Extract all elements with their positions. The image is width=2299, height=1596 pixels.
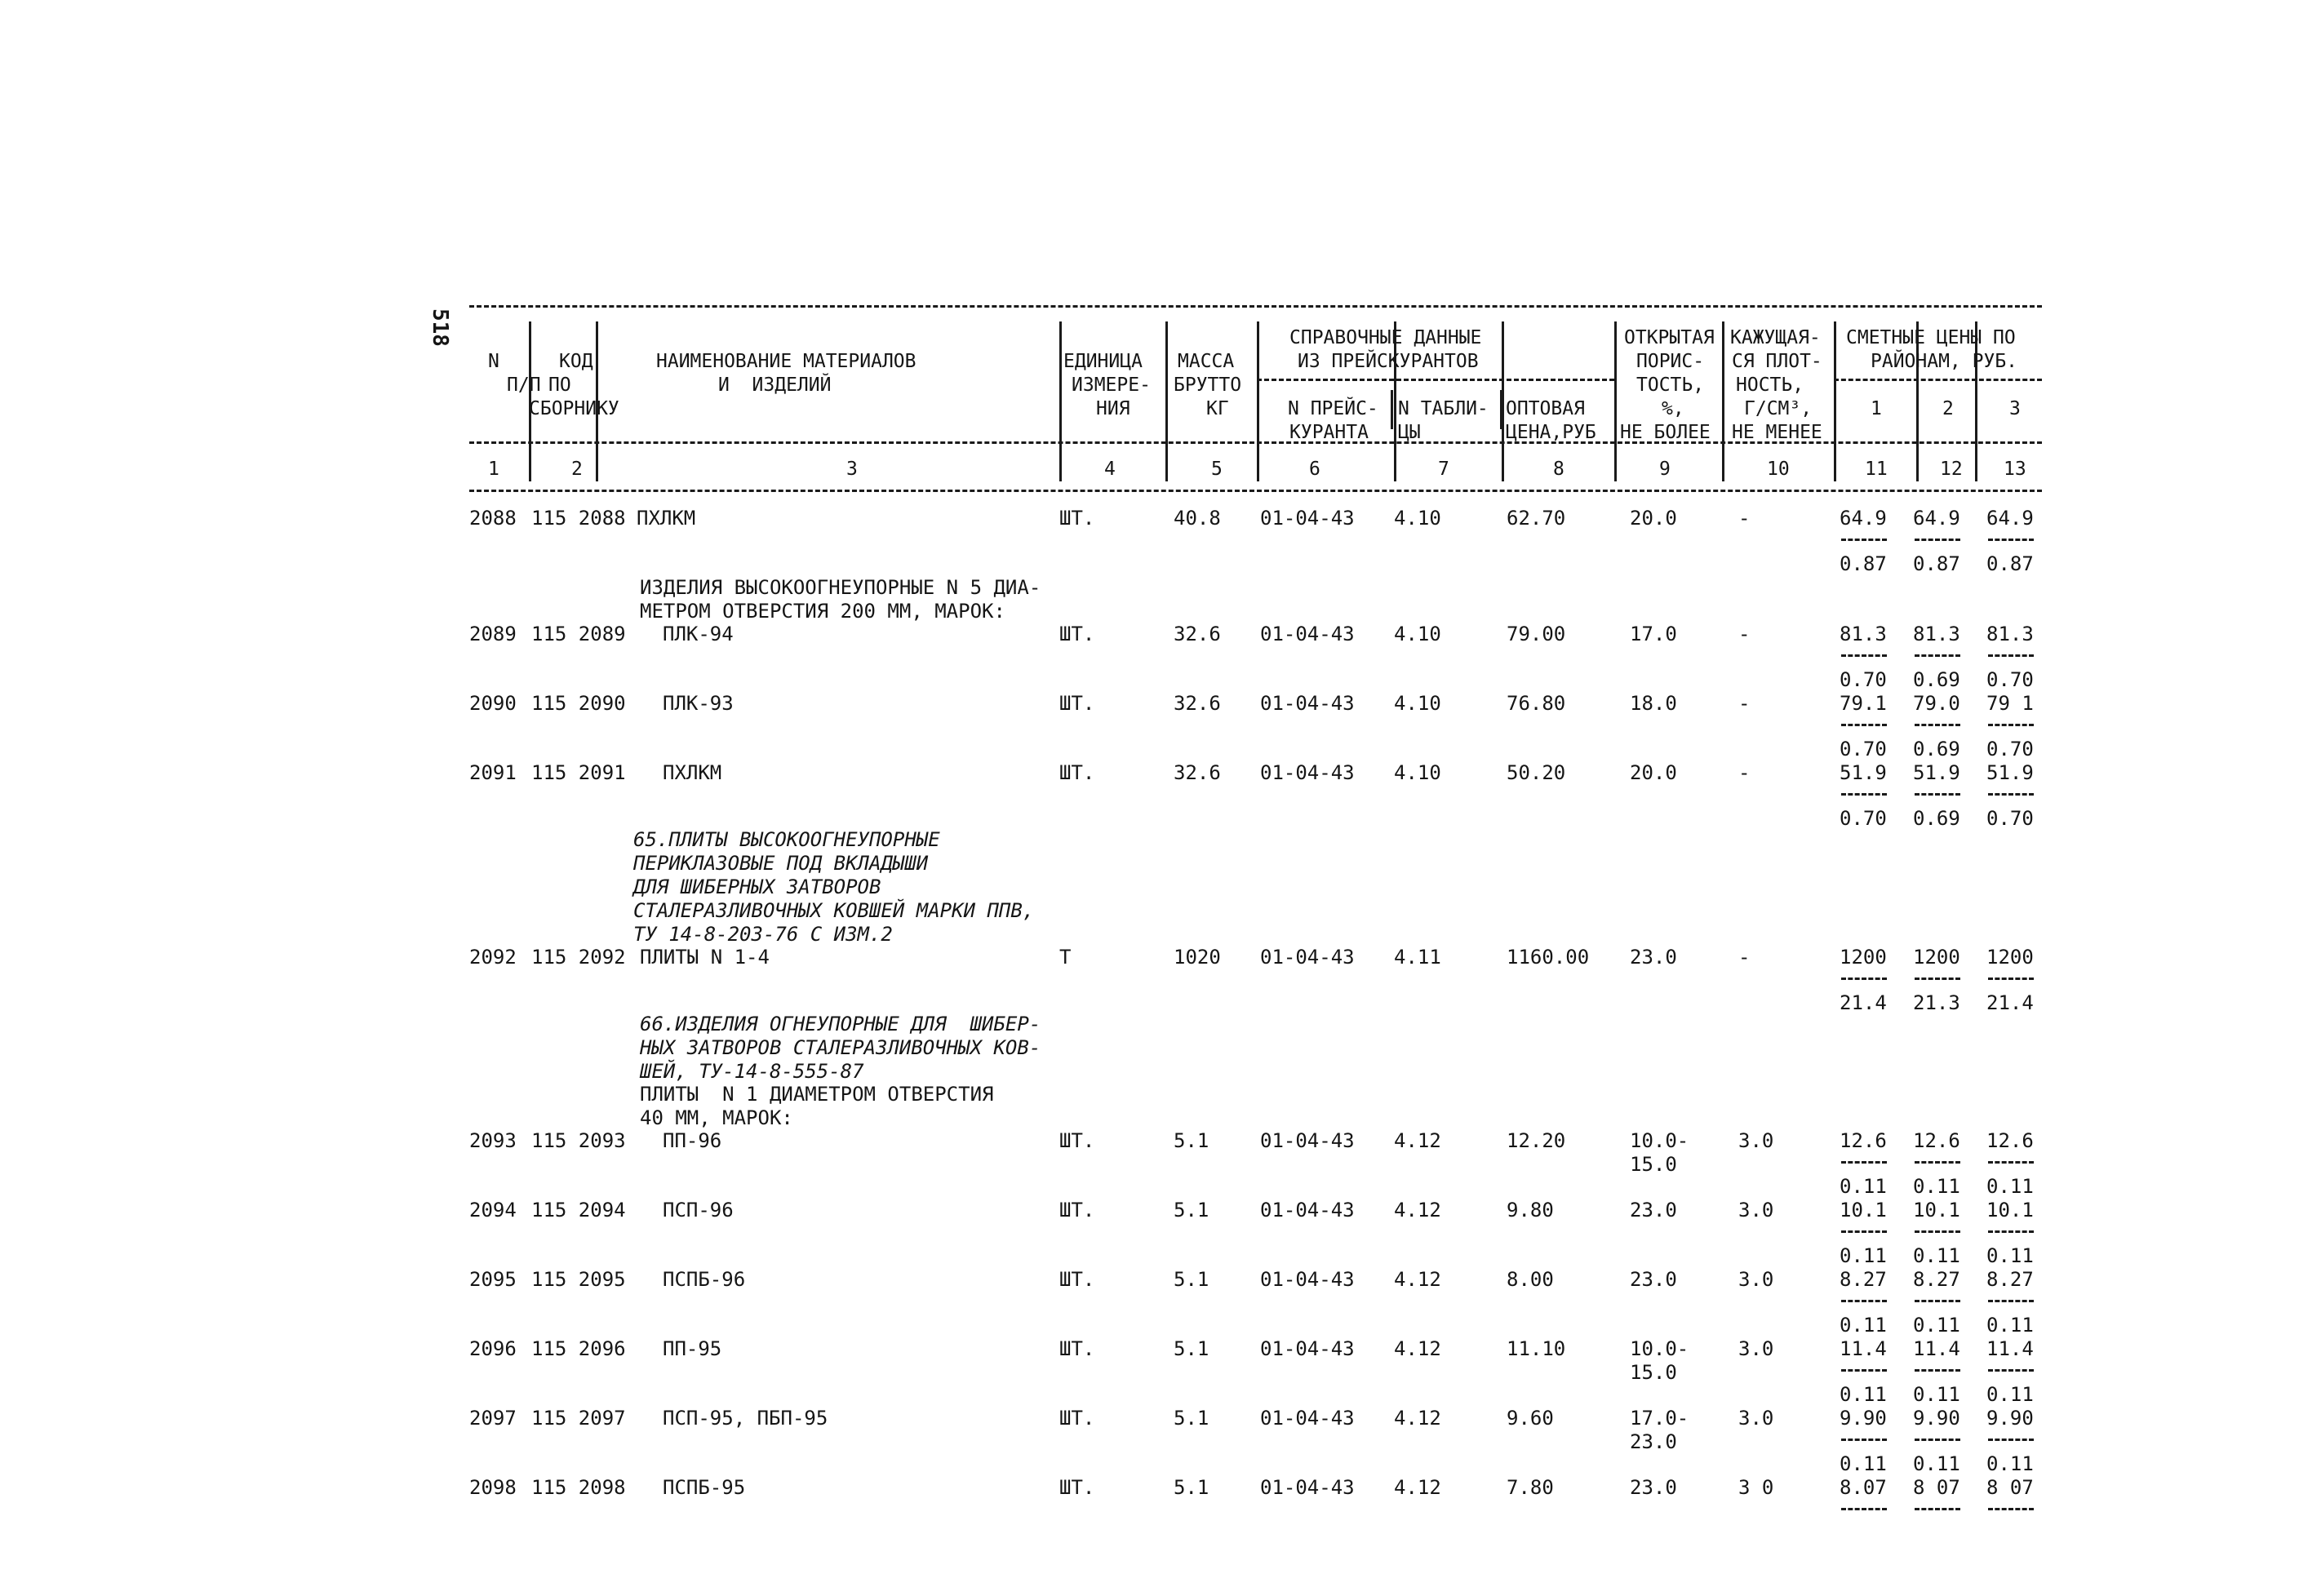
header-region-3: 3 bbox=[2009, 398, 2021, 419]
header-c1-line: N bbox=[488, 351, 499, 372]
row-density: - bbox=[1738, 692, 1751, 715]
fraction-bar bbox=[1841, 1230, 1887, 1233]
column-divider bbox=[1165, 321, 1168, 481]
row-unit: ШТ. bbox=[1059, 1129, 1095, 1152]
row-region-price: 81.3 bbox=[1913, 623, 1960, 645]
row-name: ПСП-95, ПБП-95 bbox=[663, 1407, 828, 1430]
fraction-bar bbox=[1841, 1508, 1887, 1510]
fraction-bar bbox=[1988, 1161, 2034, 1164]
row-region-fraction: 0.69 bbox=[1913, 668, 1960, 691]
row-porosity: 10.0- bbox=[1630, 1129, 1689, 1152]
section-65-title: ДЛЯ ШИБЕРНЫХ ЗАТВОРОВ bbox=[633, 876, 881, 898]
fraction-bar bbox=[1915, 978, 1960, 980]
row-density: - bbox=[1738, 623, 1751, 645]
column-number: 13 bbox=[2004, 459, 2026, 480]
header-c9-line: ТОСТЬ, bbox=[1636, 375, 1705, 396]
row-code: 115 2090 bbox=[531, 692, 626, 715]
row-wholesale-price: 9.80 bbox=[1507, 1199, 1554, 1221]
row-region-price: 10.1 bbox=[1986, 1199, 2034, 1221]
row-unit: ШТ. bbox=[1059, 1268, 1095, 1291]
row-region-price: 12.6 bbox=[1840, 1129, 1887, 1152]
row-table-number: 4.10 bbox=[1394, 692, 1441, 715]
row-price-list: 01-04-43 bbox=[1260, 761, 1355, 784]
fraction-bar bbox=[1915, 1369, 1960, 1372]
row-porosity-range-end: 15.0 bbox=[1630, 1153, 1677, 1176]
header-c9-line: %, bbox=[1662, 398, 1684, 419]
row-number: 2088 bbox=[469, 507, 517, 530]
fraction-bar bbox=[1841, 1369, 1887, 1372]
row-number: 2094 bbox=[469, 1199, 517, 1221]
row-code: 115 2093 bbox=[531, 1129, 626, 1152]
row-mass: 5.1 bbox=[1174, 1476, 1209, 1499]
row-region-price: 8.27 bbox=[1913, 1268, 1960, 1291]
fraction-bar bbox=[1988, 793, 2034, 796]
row-region-fraction: 0.11 bbox=[1840, 1452, 1887, 1475]
fraction-bar bbox=[1915, 793, 1960, 796]
row-region-fraction: 21.3 bbox=[1913, 991, 1960, 1014]
row-mass: 5.1 bbox=[1174, 1407, 1209, 1430]
row-region-price: 10.1 bbox=[1840, 1199, 1887, 1221]
row-price-list: 01-04-43 bbox=[1260, 623, 1355, 645]
row-region-fraction: 0.87 bbox=[1986, 552, 2034, 575]
row-number: 2090 bbox=[469, 692, 517, 715]
column-divider bbox=[1059, 321, 1062, 481]
fraction-bar bbox=[1915, 539, 1960, 541]
row-name: ПСП-96 bbox=[663, 1199, 734, 1221]
column-number: 9 bbox=[1659, 459, 1671, 480]
row-number: 2097 bbox=[469, 1407, 517, 1430]
header-c10-line: НЕ МЕНЕЕ bbox=[1732, 422, 1822, 443]
fraction-bar bbox=[1915, 1230, 1960, 1233]
row-table-number: 4.12 bbox=[1394, 1476, 1441, 1499]
row-region-price: 9.90 bbox=[1986, 1407, 2034, 1430]
row-table-number: 4.11 bbox=[1394, 946, 1441, 969]
row-porosity: 18.0 bbox=[1630, 692, 1677, 715]
row-price-list: 01-04-43 bbox=[1260, 1129, 1355, 1152]
row-table-number: 4.12 bbox=[1394, 1129, 1441, 1152]
row-number: 2096 bbox=[469, 1337, 517, 1360]
row-mass: 1020 bbox=[1174, 946, 1221, 969]
row-region-price: 81.3 bbox=[1986, 623, 2034, 645]
row-region-price: 51.9 bbox=[1986, 761, 2034, 784]
row-region-fraction: 0.70 bbox=[1840, 738, 1887, 760]
column-number: 5 bbox=[1211, 459, 1223, 480]
row-region-price: 51.9 bbox=[1840, 761, 1887, 784]
row-region-price: 9.90 bbox=[1913, 1407, 1960, 1430]
row-unit: ШТ. bbox=[1059, 761, 1095, 784]
row-region-fraction: 0.11 bbox=[1913, 1452, 1960, 1475]
header-c4-line: ЕДИНИЦА bbox=[1063, 351, 1143, 372]
row-price-list: 01-04-43 bbox=[1260, 1268, 1355, 1291]
row-unit: ШТ. bbox=[1059, 1476, 1095, 1499]
column-divider bbox=[1257, 321, 1259, 481]
row-region-price: 8.27 bbox=[1840, 1268, 1887, 1291]
header-ref-group-title: СПРАВОЧНЫЕ ДАННЫЕ bbox=[1289, 327, 1482, 348]
header-c10-line: КАЖУЩАЯ- bbox=[1730, 327, 1821, 348]
header-c9-line: ОТКРЫТАЯ bbox=[1624, 327, 1715, 348]
row-price-list: 01-04-43 bbox=[1260, 1199, 1355, 1221]
fraction-bar bbox=[1988, 1230, 2034, 1233]
row-code: 115 2089 bbox=[531, 623, 626, 645]
row-density: 3.0 bbox=[1738, 1199, 1774, 1221]
row-region-price: 8.27 bbox=[1986, 1268, 2034, 1291]
column-divider bbox=[1722, 321, 1724, 481]
row-density: 3.0 bbox=[1738, 1337, 1774, 1360]
row-wholesale-price: 11.10 bbox=[1507, 1337, 1566, 1360]
row-table-number: 4.10 bbox=[1394, 761, 1441, 784]
row-wholesale-price: 62.70 bbox=[1507, 507, 1566, 530]
header-price-group-title: СМЕТНЫЕ ЦЕНЫ ПО bbox=[1846, 327, 2016, 348]
row-mass: 32.6 bbox=[1174, 761, 1221, 784]
row-code: 115 2095 bbox=[531, 1268, 626, 1291]
column-divider bbox=[1500, 390, 1502, 429]
fraction-bar bbox=[1841, 1161, 1887, 1164]
fraction-bar bbox=[1915, 654, 1960, 657]
row-region-fraction: 0.11 bbox=[1840, 1244, 1887, 1267]
page-number: 518 bbox=[428, 308, 452, 347]
fraction-bar bbox=[1915, 1508, 1960, 1510]
row-name: ПЛК-94 bbox=[663, 623, 734, 645]
row-region-price: 81.3 bbox=[1840, 623, 1887, 645]
column-number: 4 bbox=[1104, 459, 1116, 480]
fraction-bar bbox=[1841, 1300, 1887, 1302]
row-name: ПХЛКМ bbox=[663, 761, 722, 784]
row-code: 115 2098 bbox=[531, 1476, 626, 1499]
row-region-fraction: 0.11 bbox=[1840, 1314, 1887, 1337]
row-unit: ШТ. bbox=[1059, 692, 1095, 715]
fraction-bar bbox=[1915, 1300, 1960, 1302]
column-number: 1 bbox=[488, 459, 499, 480]
row-region-fraction: 0.70 bbox=[1986, 807, 2034, 830]
row-region-price: 11.4 bbox=[1840, 1337, 1887, 1360]
row-region-fraction: 0.70 bbox=[1986, 738, 2034, 760]
header-c2-line: КОД bbox=[559, 351, 593, 372]
row-porosity: 23.0 bbox=[1630, 1199, 1677, 1221]
row-region-price: 8.07 bbox=[1840, 1476, 1887, 1499]
header-c4-line: ИЗМЕРЕ- bbox=[1072, 375, 1151, 396]
row-region-fraction: 21.4 bbox=[1840, 991, 1887, 1014]
section-66-title: НЫХ ЗАТВОРОВ СТАЛЕРАЗЛИВОЧНЫХ КОВ- bbox=[640, 1036, 1041, 1059]
header-c8-line: ЦЕНА,РУБ bbox=[1506, 422, 1596, 443]
header-price-group-title: РАЙОНАМ, РУБ. bbox=[1871, 351, 2018, 372]
row-region-price: 9.90 bbox=[1840, 1407, 1887, 1430]
row-price-list: 01-04-43 bbox=[1260, 1407, 1355, 1430]
row-name: ПЛИТЫ N 1-4 bbox=[640, 946, 770, 969]
header-c10-line: НОСТЬ, bbox=[1736, 375, 1804, 396]
row-porosity: 20.0 bbox=[1630, 507, 1677, 530]
row-number: 2092 bbox=[469, 946, 517, 969]
fraction-bar bbox=[1841, 793, 1887, 796]
column-divider bbox=[1614, 321, 1617, 481]
row-density: - bbox=[1738, 507, 1751, 530]
header-ref-group-title: ИЗ ПРЕЙСКУРАНТОВ bbox=[1298, 351, 1479, 372]
row-name: ПП-95 bbox=[663, 1337, 722, 1360]
row-porosity: 17.0- bbox=[1630, 1407, 1689, 1430]
row-code: 115 2096 bbox=[531, 1337, 626, 1360]
row-region-fraction: 0.11 bbox=[1986, 1175, 2034, 1198]
row-code: 115 2091 bbox=[531, 761, 626, 784]
row-mass: 5.1 bbox=[1174, 1268, 1209, 1291]
header-c1-line: П/П bbox=[507, 375, 541, 396]
fraction-bar bbox=[1988, 1439, 2034, 1441]
row-wholesale-price: 7.80 bbox=[1507, 1476, 1554, 1499]
header-c4-line: НИЯ bbox=[1096, 398, 1130, 419]
row-name: ПЛК-93 bbox=[663, 692, 734, 715]
row-region-fraction: 0.11 bbox=[1840, 1175, 1887, 1198]
row-mass: 32.6 bbox=[1174, 692, 1221, 715]
row-mass: 5.1 bbox=[1174, 1337, 1209, 1360]
row-unit: ШТ. bbox=[1059, 507, 1095, 530]
row-name: ПП-96 bbox=[663, 1129, 722, 1152]
group-price-rule bbox=[1834, 379, 2042, 381]
row-mass: 5.1 bbox=[1174, 1199, 1209, 1221]
section-66-title: ШЕЙ, ТУ-14-8-555-87 bbox=[640, 1060, 864, 1083]
row-region-fraction: 0.70 bbox=[1840, 668, 1887, 691]
row-region-price: 79 1 bbox=[1986, 692, 2034, 715]
row-unit: ШТ. bbox=[1059, 1407, 1095, 1430]
row-unit: ШТ. bbox=[1059, 623, 1095, 645]
header-top-rule bbox=[469, 305, 2042, 308]
column-number: 10 bbox=[1767, 459, 1790, 480]
fraction-bar bbox=[1988, 1300, 2034, 1302]
row-porosity: 20.0 bbox=[1630, 761, 1677, 784]
row-region-price: 64.9 bbox=[1986, 507, 2034, 530]
row-region-fraction: 0.87 bbox=[1840, 552, 1887, 575]
header-c2-line: ПО bbox=[548, 375, 571, 396]
row-unit: Т bbox=[1059, 946, 1072, 969]
row-region-fraction: 0.11 bbox=[1986, 1452, 2034, 1475]
row-density: 3.0 bbox=[1738, 1129, 1774, 1152]
row-region-fraction: 0.11 bbox=[1913, 1383, 1960, 1406]
header-c8-line: ОПТОВАЯ bbox=[1506, 398, 1585, 419]
header-c5-line: БРУТТО bbox=[1174, 375, 1242, 396]
row-density: 3 0 bbox=[1738, 1476, 1774, 1499]
column-divider bbox=[1834, 321, 1836, 481]
column-number: 8 bbox=[1553, 459, 1564, 480]
group-ref-rule bbox=[1257, 379, 1614, 381]
row-region-price: 51.9 bbox=[1913, 761, 1960, 784]
column-number: 2 bbox=[571, 459, 583, 480]
row-number: 2091 bbox=[469, 761, 517, 784]
fraction-bar bbox=[1915, 724, 1960, 726]
column-number: 12 bbox=[1940, 459, 1963, 480]
fraction-bar bbox=[1841, 978, 1887, 980]
row-code: 115 2097 bbox=[531, 1407, 626, 1430]
header-c2-line: СБОРНИКУ bbox=[529, 398, 619, 419]
row-region-fraction: 0.11 bbox=[1986, 1314, 2034, 1337]
fraction-bar bbox=[1988, 654, 2034, 657]
header-c10-line: СЯ ПЛОТ- bbox=[1732, 351, 1822, 372]
subsection-note: ПЛИТЫ N 1 ДИАМЕТРОМ ОТВЕРСТИЯ bbox=[640, 1083, 994, 1106]
header-c7-line: N ТАБЛИ- bbox=[1398, 398, 1489, 419]
row-price-list: 01-04-43 bbox=[1260, 1337, 1355, 1360]
row-region-price: 1200 bbox=[1913, 946, 1960, 969]
row-mass: 32.6 bbox=[1174, 623, 1221, 645]
row-region-price: 8 07 bbox=[1986, 1476, 2034, 1499]
column-number: 6 bbox=[1309, 459, 1320, 480]
header-c7-line: ЦЫ bbox=[1398, 422, 1421, 443]
section-66-title: 66.ИЗДЕЛИЯ ОГНЕУПОРНЫЕ ДЛЯ ШИБЕР- bbox=[640, 1013, 1041, 1035]
row-code: 115 2092 bbox=[531, 946, 626, 969]
header-region-2: 2 bbox=[1942, 398, 1954, 419]
row-region-fraction: 0.11 bbox=[1840, 1383, 1887, 1406]
row-density: - bbox=[1738, 946, 1751, 969]
row-porosity: 10.0- bbox=[1630, 1337, 1689, 1360]
row-wholesale-price: 79.00 bbox=[1507, 623, 1566, 645]
fraction-bar bbox=[1841, 539, 1887, 541]
fraction-bar bbox=[1915, 1439, 1960, 1441]
header-c6-line: КУРАНТА bbox=[1289, 422, 1369, 443]
row-region-fraction: 0.70 bbox=[1986, 668, 2034, 691]
row-price-list: 01-04-43 bbox=[1260, 507, 1355, 530]
header-c5-line: МАССА bbox=[1178, 351, 1235, 372]
row-number: 2098 bbox=[469, 1476, 517, 1499]
subsection-note: ИЗДЕЛИЯ ВЫСОКООГНЕУПОРНЫЕ N 5 ДИА- bbox=[640, 576, 1041, 599]
row-region-fraction: 0.11 bbox=[1986, 1383, 2034, 1406]
fraction-bar bbox=[1841, 654, 1887, 657]
row-name: ПСПБ-95 bbox=[663, 1476, 746, 1499]
row-porosity: 23.0 bbox=[1630, 1268, 1677, 1291]
row-region-fraction: 0.11 bbox=[1913, 1244, 1960, 1267]
row-number: 2095 bbox=[469, 1268, 517, 1291]
row-unit: ШТ. bbox=[1059, 1199, 1095, 1221]
header-c3-line: И ИЗДЕЛИЙ bbox=[718, 375, 832, 396]
row-region-price: 11.4 bbox=[1986, 1337, 2034, 1360]
row-table-number: 4.12 bbox=[1394, 1199, 1441, 1221]
row-region-price: 10.1 bbox=[1913, 1199, 1960, 1221]
row-region-price: 11.4 bbox=[1913, 1337, 1960, 1360]
section-65-title: СТАЛЕРАЗЛИВОЧНЫХ КОВШЕЙ МАРКИ ППВ, bbox=[633, 899, 1035, 922]
row-porosity: 23.0 bbox=[1630, 946, 1677, 969]
row-region-fraction: 0.70 bbox=[1840, 807, 1887, 830]
row-region-price: 1200 bbox=[1840, 946, 1887, 969]
column-divider bbox=[1391, 390, 1393, 429]
row-price-list: 01-04-43 bbox=[1260, 692, 1355, 715]
fraction-bar bbox=[1988, 978, 2034, 980]
row-porosity-range-end: 23.0 bbox=[1630, 1430, 1677, 1453]
row-table-number: 4.10 bbox=[1394, 623, 1441, 645]
subsection-note: 40 ММ, МАРОК: bbox=[640, 1106, 793, 1129]
header-bottom-rule bbox=[469, 490, 2042, 492]
header-c3-line: НАИМЕНОВАНИЕ МАТЕРИАЛОВ bbox=[656, 351, 916, 372]
row-name: ПХЛКМ bbox=[637, 507, 696, 530]
row-region-fraction: 0.11 bbox=[1913, 1175, 1960, 1198]
row-wholesale-price: 9.60 bbox=[1507, 1407, 1554, 1430]
fraction-bar bbox=[1841, 724, 1887, 726]
row-region-price: 64.9 bbox=[1913, 507, 1960, 530]
row-code: 115 2088 bbox=[531, 507, 626, 530]
row-name: ПСПБ-96 bbox=[663, 1268, 746, 1291]
row-wholesale-price: 1160.00 bbox=[1507, 946, 1590, 969]
fraction-bar bbox=[1988, 1508, 2034, 1510]
row-region-fraction: 0.87 bbox=[1913, 552, 1960, 575]
row-region-fraction: 0.11 bbox=[1913, 1314, 1960, 1337]
row-number: 2089 bbox=[469, 623, 517, 645]
column-number: 3 bbox=[846, 459, 858, 480]
row-region-price: 79.1 bbox=[1840, 692, 1887, 715]
row-wholesale-price: 12.20 bbox=[1507, 1129, 1566, 1152]
row-wholesale-price: 8.00 bbox=[1507, 1268, 1554, 1291]
fraction-bar bbox=[1988, 1369, 2034, 1372]
row-unit: ШТ. bbox=[1059, 1337, 1095, 1360]
section-65-title: 65.ПЛИТЫ ВЫСОКООГНЕУПОРНЫЕ bbox=[633, 828, 940, 851]
row-region-price: 79.0 bbox=[1913, 692, 1960, 715]
row-porosity: 23.0 bbox=[1630, 1476, 1677, 1499]
subsection-note: МЕТРОМ ОТВЕРСТИЯ 200 ММ, МАРОК: bbox=[640, 600, 1005, 623]
header-c5-line: КГ bbox=[1206, 398, 1229, 419]
row-wholesale-price: 50.20 bbox=[1507, 761, 1566, 784]
row-region-price: 8 07 bbox=[1913, 1476, 1960, 1499]
header-c10-line: Г/СМ³, bbox=[1744, 398, 1813, 419]
row-density: - bbox=[1738, 761, 1751, 784]
column-number: 11 bbox=[1865, 459, 1888, 480]
row-mass: 5.1 bbox=[1174, 1129, 1209, 1152]
section-65-title: ТУ 14-8-203-76 С ИЗМ.2 bbox=[633, 923, 893, 946]
row-code: 115 2094 bbox=[531, 1199, 626, 1221]
row-porosity: 17.0 bbox=[1630, 623, 1677, 645]
row-porosity-range-end: 15.0 bbox=[1630, 1361, 1677, 1384]
row-table-number: 4.12 bbox=[1394, 1268, 1441, 1291]
row-region-price: 64.9 bbox=[1840, 507, 1887, 530]
fraction-bar bbox=[1915, 1161, 1960, 1164]
fraction-bar bbox=[1841, 1439, 1887, 1441]
row-region-fraction: 0.11 bbox=[1986, 1244, 2034, 1267]
header-region-1: 1 bbox=[1871, 398, 1882, 419]
row-wholesale-price: 76.80 bbox=[1507, 692, 1566, 715]
section-65-title: ПЕРИКЛАЗОВЫЕ ПОД ВКЛАДЫШИ bbox=[633, 852, 929, 875]
fraction-bar bbox=[1988, 539, 2034, 541]
row-region-fraction: 21.4 bbox=[1986, 991, 2034, 1014]
fraction-bar bbox=[1988, 724, 2034, 726]
header-c9-line: ПОРИС- bbox=[1636, 351, 1705, 372]
header-c9-line: НЕ БОЛЕЕ bbox=[1620, 422, 1711, 443]
row-number: 2093 bbox=[469, 1129, 517, 1152]
row-region-fraction: 0.69 bbox=[1913, 807, 1960, 830]
row-region-price: 1200 bbox=[1986, 946, 2034, 969]
row-price-list: 01-04-43 bbox=[1260, 946, 1355, 969]
row-price-list: 01-04-43 bbox=[1260, 1476, 1355, 1499]
row-density: 3.0 bbox=[1738, 1407, 1774, 1430]
header-c6-line: N ПРЕЙС- bbox=[1288, 398, 1378, 419]
column-number: 7 bbox=[1438, 459, 1449, 480]
row-region-price: 12.6 bbox=[1913, 1129, 1960, 1152]
row-region-fraction: 0.69 bbox=[1913, 738, 1960, 760]
row-table-number: 4.12 bbox=[1394, 1407, 1441, 1430]
row-mass: 40.8 bbox=[1174, 507, 1221, 530]
row-table-number: 4.10 bbox=[1394, 507, 1441, 530]
row-region-price: 12.6 bbox=[1986, 1129, 2034, 1152]
row-density: 3.0 bbox=[1738, 1268, 1774, 1291]
row-table-number: 4.12 bbox=[1394, 1337, 1441, 1360]
